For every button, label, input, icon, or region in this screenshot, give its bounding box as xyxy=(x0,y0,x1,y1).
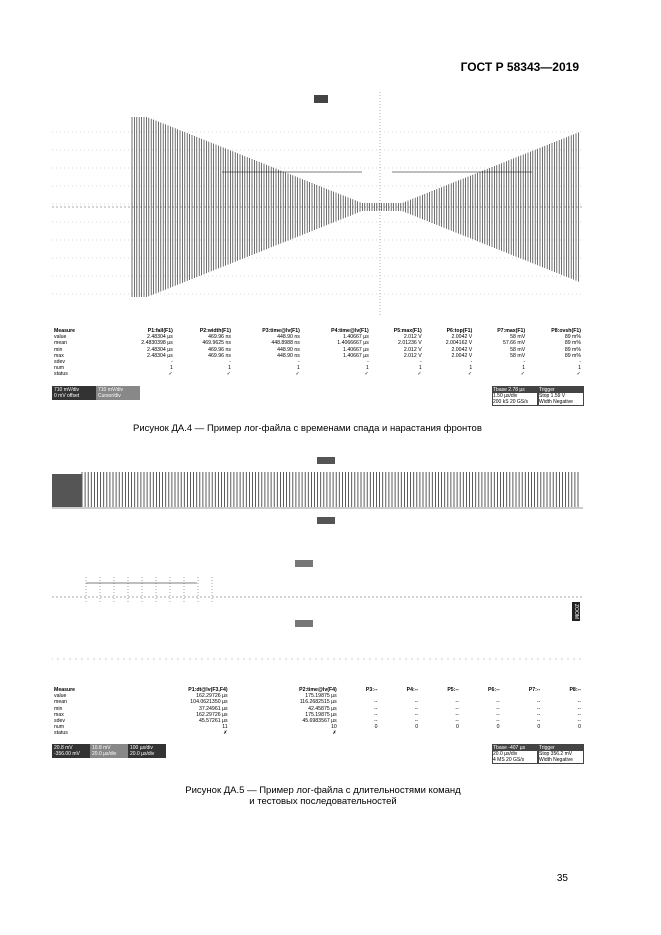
dot xyxy=(568,659,569,660)
table-cell: max xyxy=(54,711,64,718)
table-cell: status xyxy=(54,371,68,378)
table-cell: value xyxy=(54,334,67,341)
table-cell: 2.48304 µs xyxy=(147,346,173,353)
dot xyxy=(556,659,557,660)
channel-box-2: 710 mV/div Cursor/div xyxy=(96,386,140,400)
dot xyxy=(544,659,545,660)
table-cell: 58 mV xyxy=(510,334,526,341)
table-cell: 448.90 ns xyxy=(277,352,300,359)
table-header-cell: P7:-- xyxy=(528,687,541,693)
table-cell: -- xyxy=(414,711,419,718)
trigger-box: Trigger Stop 1.59 V Width Negative xyxy=(538,386,584,406)
dot xyxy=(430,659,431,660)
dot xyxy=(100,659,101,660)
dot xyxy=(388,659,389,660)
trigger-tag xyxy=(314,95,328,103)
table-cell: -- xyxy=(373,718,378,725)
table-cell: 2.012 V xyxy=(403,346,422,353)
table-cell: num xyxy=(54,724,65,731)
dot xyxy=(94,659,95,660)
table-cell: 2.0042 V xyxy=(451,334,473,341)
table-header-cell: P1:dt@lv(F3,F4) xyxy=(188,687,228,693)
table-cell: -- xyxy=(373,711,378,718)
dot xyxy=(106,659,107,660)
dot xyxy=(412,659,413,660)
dot xyxy=(574,659,575,660)
table-cell: -- xyxy=(373,699,378,706)
dot xyxy=(418,659,419,660)
dot xyxy=(496,659,497,660)
table-cell: 58 mV xyxy=(510,352,526,359)
table-cell: 469.9625 ns xyxy=(202,340,231,347)
table-cell: 116.2682515 µs xyxy=(299,699,337,706)
table-cell: ✓ xyxy=(467,371,473,378)
table-cell: ✓ xyxy=(295,371,300,378)
table-cell: -- xyxy=(496,718,500,725)
table-cell: 448.90 ns xyxy=(277,334,300,341)
table-header-cell: P8:-- xyxy=(569,687,581,693)
dot xyxy=(322,659,323,660)
dot xyxy=(304,659,305,660)
table-cell: 1 xyxy=(296,365,300,372)
table-cell: 2.0042 V xyxy=(451,352,473,359)
figure-da5 xyxy=(52,452,583,772)
table-cell: 42.45875 µs xyxy=(308,705,337,712)
standard-header: ГОСТ Р 58343—2019 xyxy=(460,60,579,74)
table-cell: -- xyxy=(536,711,541,718)
dot xyxy=(316,659,317,660)
channel-box-2: 10.8 mV 20.0 µs/div xyxy=(90,744,128,758)
dot xyxy=(238,659,239,660)
tag xyxy=(317,457,335,464)
tag xyxy=(317,517,335,524)
dot xyxy=(298,659,299,660)
table-cell: 0 xyxy=(455,724,459,731)
dot xyxy=(82,659,83,660)
table-cell: 1.4066667 µs xyxy=(337,340,369,347)
dot xyxy=(520,659,521,660)
dot xyxy=(436,659,437,660)
dot xyxy=(256,659,257,660)
table-cell: mean xyxy=(54,340,67,347)
table-cell: sdev xyxy=(54,718,65,725)
table-cell: - xyxy=(579,359,581,366)
tag xyxy=(295,620,313,627)
timebase-box: Tbase 2.78 µs 1.50 µs/div 200 kS 20 GS/s xyxy=(492,386,538,406)
dot xyxy=(376,659,377,660)
zoom-label: ZOOM xyxy=(573,604,579,619)
dot xyxy=(58,659,59,660)
dot xyxy=(382,659,383,660)
dot xyxy=(250,659,251,660)
table-cell: 1 xyxy=(418,365,422,372)
table-cell: - xyxy=(229,359,231,366)
dot xyxy=(328,659,329,660)
table-cell: 89 m% xyxy=(564,340,581,347)
table-cell: 469.96 ns xyxy=(208,346,231,353)
table-header-cell: P7:max(F1) xyxy=(497,328,526,334)
dot xyxy=(448,659,449,660)
table-cell: 175.19875 µs xyxy=(305,711,337,718)
dot xyxy=(154,659,155,660)
table-cell: 1.40667 µs xyxy=(343,346,369,353)
dot xyxy=(550,659,551,660)
dot xyxy=(508,659,509,660)
dot xyxy=(262,659,263,660)
table-header-cell: P2:width(F1) xyxy=(199,328,231,334)
table-cell xyxy=(461,730,502,736)
table-cell: 2.012 V xyxy=(403,352,422,359)
dot xyxy=(268,659,269,660)
table-cell: -- xyxy=(455,711,459,718)
figure-da5-caption xyxy=(173,785,473,807)
table-cell: -- xyxy=(496,711,500,718)
table-row xyxy=(52,730,583,736)
dot xyxy=(88,659,89,660)
table-cell: 58 mV xyxy=(510,346,526,353)
table-header-cell: P3:time@lv(F1) xyxy=(262,328,300,334)
oscilloscope-trace-2 xyxy=(52,452,583,677)
table-cell: 448.90 ns xyxy=(277,346,300,353)
dot xyxy=(280,659,281,660)
table-cell: status xyxy=(54,730,68,737)
dot xyxy=(394,659,395,660)
table-cell xyxy=(420,730,461,736)
table-header-cell: P5:-- xyxy=(447,687,459,693)
table-cell: ✓ xyxy=(520,371,526,378)
dot xyxy=(112,659,113,660)
table-cell: ✓ xyxy=(168,371,173,378)
table-cell: 11 xyxy=(222,724,228,731)
table-cell: -- xyxy=(496,699,500,706)
table-cell: -- xyxy=(455,705,459,712)
dot xyxy=(142,659,143,660)
table-cell: sdev xyxy=(54,359,65,366)
table-cell: 0 xyxy=(578,724,581,731)
channel-box-1: 20.8 mV -356.00 mV xyxy=(52,744,90,758)
measurement-table-2 xyxy=(52,687,583,737)
dot xyxy=(400,659,401,660)
table-cell: max xyxy=(54,352,64,359)
figure-da4-caption: Рисунок ДА.4 — Пример лог-файла с временами спада и нарастания фронтов xyxy=(133,423,482,434)
table-header-cell: Measure xyxy=(54,328,76,334)
table-cell: 57.66 mV xyxy=(502,340,526,347)
table-cell: -- xyxy=(455,699,459,706)
table-cell: -- xyxy=(414,699,419,706)
table-header-cell: P4:-- xyxy=(406,687,419,693)
dot xyxy=(286,659,287,660)
dot xyxy=(64,659,65,660)
dot xyxy=(352,659,353,660)
table-cell: -- xyxy=(577,699,581,706)
table-cell: 45.57261 µs xyxy=(198,718,228,725)
channel-box-3: 100 µs/div 20.0 µs/div xyxy=(128,744,166,758)
dot xyxy=(424,659,425,660)
dot xyxy=(478,659,479,660)
table-cell: 469.96 ns xyxy=(208,352,231,359)
trigger-box: Trigger Stop 356.2 mV Width Negative xyxy=(538,744,584,764)
table-cell: 0 xyxy=(537,724,541,731)
table-cell: -- xyxy=(496,705,500,712)
table-cell: - xyxy=(367,359,369,366)
dot xyxy=(160,659,161,660)
dot xyxy=(196,659,197,660)
table-cell: 448.8988 ns xyxy=(271,340,300,347)
dot xyxy=(466,659,467,660)
table-header-cell: P6:top(F1) xyxy=(446,328,473,334)
tag xyxy=(295,560,313,567)
table-header-cell: Measure xyxy=(54,687,76,693)
table-cell: 45.6983567 µs xyxy=(302,718,337,725)
table-cell: 2.01236 V xyxy=(398,340,422,347)
table-cell: 89 m% xyxy=(564,334,581,341)
table-cell: mean xyxy=(54,699,67,706)
dot xyxy=(358,659,359,660)
dot xyxy=(334,659,335,660)
table-cell: 2.48304 µs xyxy=(147,352,173,359)
table-cell: ✓ xyxy=(364,371,369,378)
table-cell: 1.40667 µs xyxy=(343,352,369,359)
dot xyxy=(232,659,233,660)
table-header-cell: P3:-- xyxy=(365,687,378,693)
table-cell: -- xyxy=(577,705,581,712)
table-cell: 10 xyxy=(330,724,337,731)
table-header-cell: P4:time@lv(F1) xyxy=(331,328,369,334)
table-cell: 2.012 V xyxy=(403,334,422,341)
table-cell: 0 xyxy=(415,724,419,731)
page-number: 35 xyxy=(556,873,568,884)
dot xyxy=(292,659,293,660)
dot xyxy=(526,659,527,660)
table-cell: -- xyxy=(536,705,541,712)
table-cell: ✓ xyxy=(226,371,231,378)
table-cell: 1 xyxy=(469,365,473,372)
dot xyxy=(274,659,275,660)
dot xyxy=(220,659,221,660)
table-cell: 162.29726 µs xyxy=(196,711,228,718)
dot xyxy=(490,659,491,660)
channel-box-1: 710 mV/div 0 mV offset xyxy=(52,386,96,400)
table-cell: 175.19875 µs xyxy=(305,693,337,700)
dot xyxy=(538,659,539,660)
dot xyxy=(130,659,131,660)
dot xyxy=(70,659,71,660)
table-cell: -- xyxy=(455,718,459,725)
table-cell: 469.96 ns xyxy=(208,334,231,341)
table-cell xyxy=(379,730,420,736)
dot xyxy=(454,659,455,660)
dot xyxy=(76,659,77,660)
table-cell: -- xyxy=(536,718,541,725)
dot xyxy=(472,659,473,660)
dot xyxy=(178,659,179,660)
dot xyxy=(190,659,191,660)
table-cell: 89 m% xyxy=(564,352,581,359)
table-cell: 0 xyxy=(496,724,500,731)
table-cell: 1 xyxy=(228,365,231,372)
table-cell: 1.40667 µs xyxy=(343,334,369,341)
waveform xyxy=(132,117,578,297)
table-cell: 1 xyxy=(578,365,581,372)
table-cell: 1 xyxy=(365,365,369,372)
table-cell: -- xyxy=(414,718,419,725)
dot xyxy=(118,659,119,660)
table-row xyxy=(52,371,583,377)
dot xyxy=(346,659,347,660)
caption-line-2: и тестовых последовательностей xyxy=(249,796,397,807)
caption-line-1: Рисунок ДА.5 — Пример лог-файла с длительностями команд xyxy=(185,785,461,796)
table-cell: min xyxy=(54,705,63,712)
dot xyxy=(136,659,137,660)
dot xyxy=(52,659,53,660)
dot xyxy=(226,659,227,660)
table-cell: - xyxy=(171,359,173,366)
dot xyxy=(460,659,461,660)
table-cell: -- xyxy=(577,718,581,725)
table-cell: -- xyxy=(536,699,541,706)
dot xyxy=(148,659,149,660)
table-cell: -- xyxy=(577,711,581,718)
table-cell: 0 xyxy=(374,724,378,731)
table-cell: - xyxy=(523,359,526,366)
dot xyxy=(484,659,485,660)
dot xyxy=(406,659,407,660)
table-cell: -- xyxy=(373,705,378,712)
measurement-table-1 xyxy=(52,328,583,378)
table-cell: 37.24961 µs xyxy=(198,705,228,712)
table-cell: 2.48304 µs xyxy=(147,334,173,341)
table-cell: - xyxy=(470,359,473,366)
table-cell: 2.4830398 µs xyxy=(141,340,173,347)
table-header-cell: P1:fall(F1) xyxy=(147,328,173,334)
table-cell: ✗ xyxy=(332,730,337,737)
dot xyxy=(502,659,503,660)
dot xyxy=(532,659,533,660)
table-header-cell: P6:-- xyxy=(488,687,500,693)
table-cell: 104.0621350 µs xyxy=(190,699,228,706)
dot xyxy=(370,659,371,660)
table-cell: 2.0042 V xyxy=(451,346,473,353)
table-cell: ✗ xyxy=(223,730,228,737)
table-cell: 1 xyxy=(169,365,173,372)
table-cell: 162.29726 µs xyxy=(196,693,228,700)
table-cell: ✓ xyxy=(576,371,581,378)
dot xyxy=(442,659,443,660)
dot xyxy=(172,659,173,660)
table-cell: 2.004162 V xyxy=(445,340,473,347)
table-header-cell: P2:time@lv(F4) xyxy=(299,687,337,693)
table-cell: min xyxy=(54,346,63,353)
figure-da4 xyxy=(52,92,583,410)
table-cell xyxy=(339,730,380,736)
table-header-cell: P5:max(F1) xyxy=(393,328,422,334)
table-cell: num xyxy=(54,365,65,372)
dot xyxy=(514,659,515,660)
table-cell: value xyxy=(54,693,67,700)
oscilloscope-trace-1 xyxy=(52,92,583,317)
table-cell: 89 m% xyxy=(564,346,581,353)
dot xyxy=(184,659,185,660)
dot xyxy=(310,659,311,660)
table-cell xyxy=(542,730,583,736)
table-cell: - xyxy=(298,359,300,366)
burst-block xyxy=(52,474,82,507)
dot xyxy=(208,659,209,660)
timebase-box: Tbase -407 µs 20.0 µs/div 4 MS 20 GS/s xyxy=(492,744,538,764)
table-cell xyxy=(502,730,543,736)
dot xyxy=(244,659,245,660)
table-cell: - xyxy=(419,359,422,366)
dot xyxy=(214,659,215,660)
dot xyxy=(364,659,365,660)
dot xyxy=(202,659,203,660)
dot xyxy=(562,659,563,660)
dot xyxy=(340,659,341,660)
dot xyxy=(124,659,125,660)
table-cell: ✓ xyxy=(417,371,422,378)
table-cell: 1 xyxy=(522,365,526,372)
table-header-cell: P8:ovsh(F1) xyxy=(551,328,581,334)
table-cell: -- xyxy=(414,705,419,712)
dot xyxy=(580,659,581,660)
pulse-train xyxy=(82,472,578,507)
dot xyxy=(166,659,167,660)
